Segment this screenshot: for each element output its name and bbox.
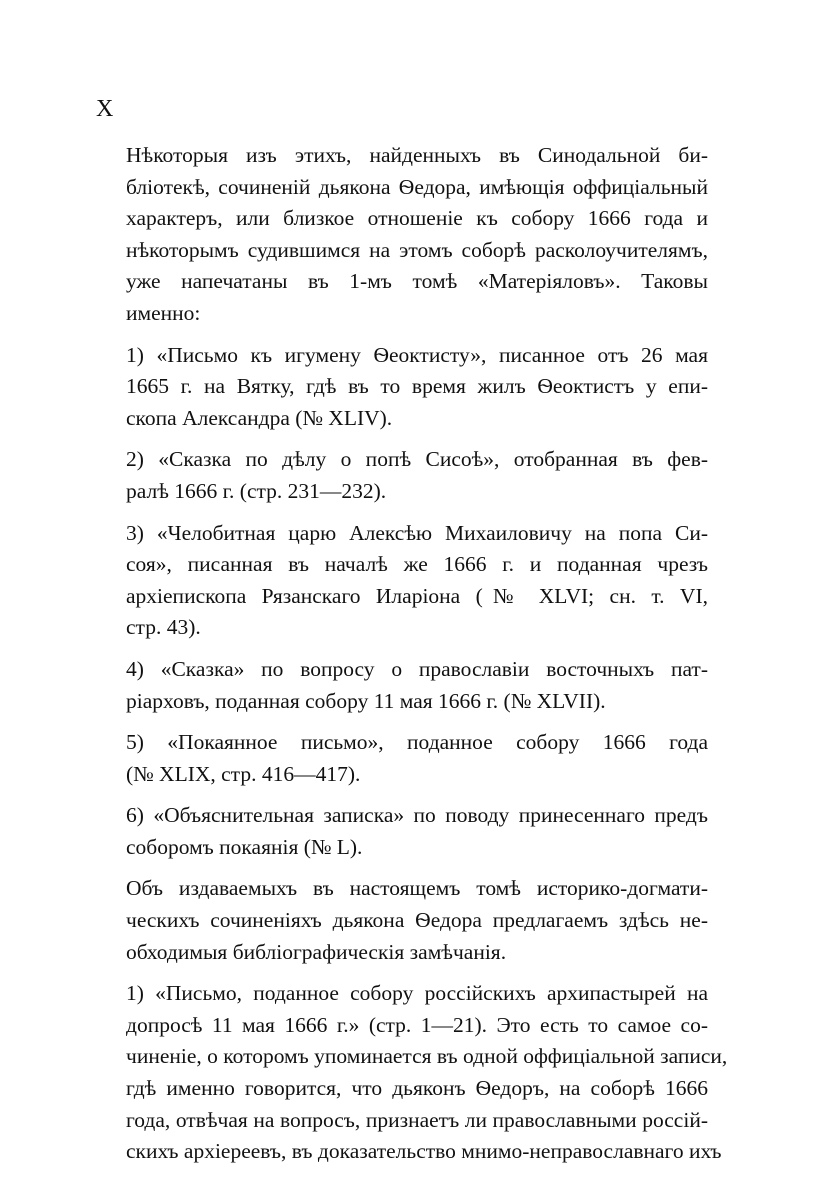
text-line: нѣкоторымъ судившимся на этомъ соборѣ расколоучителямъ, [126, 237, 708, 262]
paragraph-gap [126, 968, 708, 978]
text-line: Нѣкоторыя изъ этихъ, найденныхъ въ Синодальной би- [126, 143, 708, 167]
page-number: X [96, 96, 115, 122]
text-line: ческихъ сочиненіяхъ дьякона Ѳедора предлагаемъ здѣсь не- [126, 908, 708, 933]
text-line: гдѣ именно говорится, что дьяконъ Ѳедоръ, на соборѣ 1666 [126, 1076, 708, 1101]
text-line: ралѣ 1666 г. (стр. 231—232). [126, 478, 387, 503]
text-line: архіепископа Рязанскаго Иларіона (№ XLVI; сн. т. VI, [126, 583, 708, 608]
text-line: 1) «Письмо, поданное собору россійскихъ архипастырей на [126, 981, 708, 1006]
text-line: 5) «Покаянное письмо», поданное собору 1666 года [126, 730, 708, 755]
text-line: характеръ, или близкое отношеніе къ собору 1666 года и [126, 206, 708, 231]
text-line: соя», писанная въ началѣ же 1666 г. и поданная чрезъ [126, 552, 708, 577]
text-line: уже напечатаны въ 1-мъ томѣ «Матеріяловъ». Таковы [126, 269, 708, 294]
body-text [126, 140, 728, 1168]
text-line: чиненіе, о которомъ упоминается въ одной оффиціальной записи, [126, 1044, 728, 1069]
paragraph-gap [126, 330, 708, 340]
paragraph-gap [126, 434, 708, 444]
paragraph-gap [126, 717, 708, 727]
text-line: бліотекѣ, сочиненій дьякона Ѳедора, имѣющія оффиціальный [126, 174, 708, 199]
text-line: 1665 г. на Вятку, гдѣ въ то время жилъ Ѳеоктистъ у епи- [126, 374, 708, 399]
paragraph-gap [126, 790, 708, 800]
text-line: года, отвѣчая на вопросъ, признаетъ ли православными россій- [126, 1107, 708, 1132]
text-line: 4) «Сказка» по вопросу о православіи восточныхъ пат- [126, 656, 708, 681]
text-line: 3) «Челобитная царю Алексѣю Михаиловичу на попа Си- [126, 520, 708, 545]
text-line: ріарховъ, поданная собору 11 мая 1666 г. (№ XLVII). [126, 688, 606, 713]
text-line: 1) «Письмо къ игумену Ѳеоктисту», писанное отъ 26 мая [126, 342, 708, 367]
text-line: допросѣ 11 мая 1666 г.» (стр. 1—21). Это есть то самое со- [126, 1012, 708, 1037]
text-line: 6) «Объяснительная записка» по поводу принесеннаго предъ [126, 803, 708, 828]
text-line: скихъ архіереевъ, въ доказательство мнимо-неправославнаго ихъ [126, 1139, 722, 1164]
text-line: обходимыя библіографическія замѣчанія. [126, 939, 507, 964]
text-line: скопа Александра (№ XLIV). [126, 405, 393, 430]
paragraph-gap [126, 508, 708, 518]
text-line: стр. 43). [126, 615, 201, 640]
paragraph-gap [126, 863, 708, 873]
text-line: именно: [126, 300, 201, 325]
text-line: соборомъ покаянія (№ L). [126, 834, 363, 859]
text-line: (№ XLIX, стр. 416—417). [126, 761, 361, 786]
text-line: 2) «Сказка по дѣлу о попѣ Сисоѣ», отобранная въ фев- [126, 447, 708, 472]
text-line: Объ издаваемыхъ въ настоящемъ томѣ историко-догмати- [126, 876, 708, 901]
paragraph-gap [126, 644, 708, 654]
